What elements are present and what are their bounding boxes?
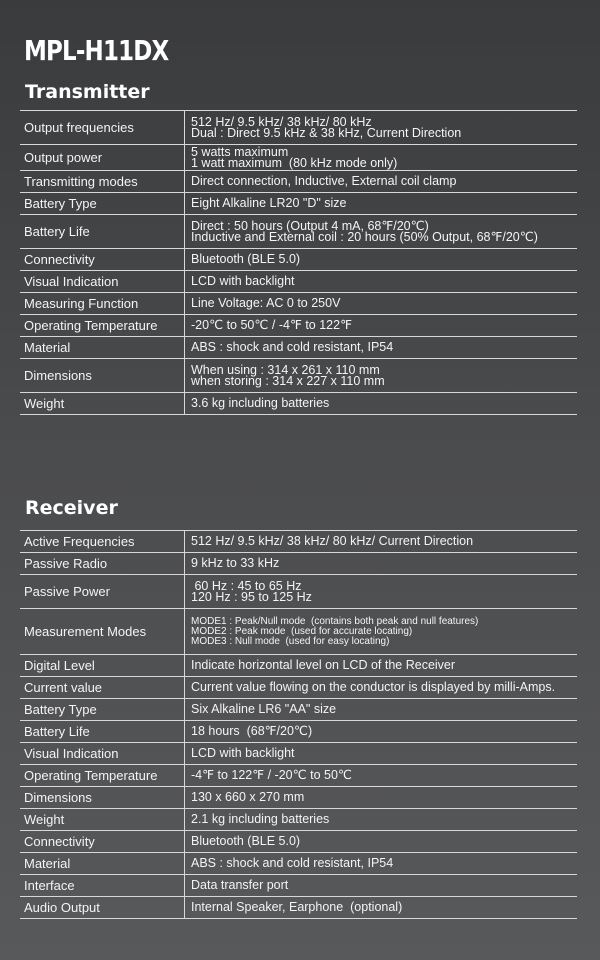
spec-label: Connectivity [20, 249, 185, 271]
spec-value [185, 145, 578, 171]
spec-value-line: ABS : shock and cold resistant, IP54 [191, 340, 394, 354]
spec-value [185, 609, 578, 655]
spec-label: Interface [20, 875, 185, 897]
spec-value [185, 831, 578, 853]
transmitter-spec-row [20, 315, 577, 337]
receiver-spec-row [20, 553, 577, 575]
spec-value-line: 512 Hz/ 9.5 kHz/ 38 kHz/ 80 kHz [191, 114, 372, 129]
spec-label: Battery Life [20, 215, 185, 249]
spec-value [185, 787, 578, 809]
spec-value [185, 875, 578, 897]
spec-value [185, 655, 578, 677]
spec-label: Dimensions [20, 787, 185, 809]
spec-value-line: MODE2 : Peak mode (used for accurate locating) [191, 625, 413, 637]
receiver-spec-row [20, 897, 577, 919]
spec-value [185, 215, 578, 249]
spec-value [185, 897, 578, 919]
spec-value [185, 809, 578, 831]
spec-value [185, 315, 578, 337]
transmitter-spec-row [20, 359, 577, 393]
spec-value-line: MODE3 : Null mode (used for easy locating) [191, 635, 390, 647]
spec-label: Material [20, 853, 185, 875]
spec-value-line: -4℉ to 122℉ / -20℃ to 50℃ [191, 768, 352, 782]
transmitter-spec-row [20, 337, 577, 359]
spec-value-line: 9 kHz to 33 kHz [191, 556, 280, 570]
spec-label: Operating Temperature [20, 315, 185, 337]
transmitter-spec-row [20, 193, 577, 215]
receiver-spec-row [20, 531, 577, 553]
spec-label: Visual Indication [20, 743, 185, 765]
spec-label: Output power [20, 145, 185, 171]
receiver-spec-row [20, 809, 577, 831]
receiver-spec-row [20, 609, 577, 655]
spec-value-line: Line Voltage: AC 0 to 250V [191, 296, 341, 310]
transmitter-spec-rows [20, 111, 577, 415]
spec-label: Active Frequencies [20, 531, 185, 553]
transmitter-spec-row [20, 393, 577, 415]
spec-label: Battery Type [20, 193, 185, 215]
spec-label: Weight [20, 809, 185, 831]
spec-label: Audio Output [20, 897, 185, 919]
receiver-spec-row [20, 787, 577, 809]
spec-label: Operating Temperature [20, 765, 185, 787]
spec-value-line: Eight Alkaline LR20 "D" size [191, 196, 347, 210]
spec-value-line: 5 watts maximum [191, 144, 289, 159]
transmitter-spec-row [20, 271, 577, 293]
spec-value-line: Bluetooth (BLE 5.0) [191, 252, 301, 266]
spec-value-line: Direct connection, Inductive, External coil clamp [191, 174, 457, 188]
spec-value [185, 393, 578, 415]
receiver-section-title: Receiver [25, 497, 118, 519]
receiver-spec-row [20, 721, 577, 743]
spec-label: Battery Type [20, 699, 185, 721]
spec-value-line: Six Alkaline LR6 "AA" size [191, 702, 337, 716]
spec-label: Material [20, 337, 185, 359]
transmitter-spec-table [20, 110, 577, 415]
spec-value-line: when storing : 314 x 227 x 110 mm [191, 373, 385, 388]
transmitter-spec-row [20, 215, 577, 249]
spec-value-line: 2.1 kg including batteries [191, 812, 330, 826]
spec-value-line: Direct : 50 hours (Output 4 mA, 68℉/20℃) [191, 218, 429, 233]
spec-value [185, 171, 578, 193]
transmitter-spec-row [20, 145, 577, 171]
spec-value [185, 699, 578, 721]
spec-label: Output frequencies [20, 111, 185, 145]
spec-value-line: ABS : shock and cold resistant, IP54 [191, 856, 394, 870]
spec-value [185, 765, 578, 787]
transmitter-spec-row [20, 171, 577, 193]
spec-value [185, 111, 578, 145]
spec-label: Dimensions [20, 359, 185, 393]
spec-value-line: 3.6 kg including batteries [191, 396, 330, 410]
spec-label: Connectivity [20, 831, 185, 853]
spec-value-line: Internal Speaker, Earphone (optional) [191, 900, 403, 914]
receiver-spec-row [20, 655, 577, 677]
transmitter-spec-row [20, 249, 577, 271]
spec-label: Measurement Modes [20, 609, 185, 655]
receiver-spec-row [20, 677, 577, 699]
spec-value-line: -20℃ to 50℃ / -4℉ to 122℉ [191, 318, 352, 332]
spec-value [185, 271, 578, 293]
spec-value [185, 575, 578, 609]
spec-value-line: 1 watt maximum (80 kHz mode only) [191, 155, 398, 170]
transmitter-section-title: Transmitter [25, 81, 150, 103]
spec-value-line: 60 Hz : 45 to 65 Hz [191, 578, 302, 593]
spec-value [185, 677, 578, 699]
spec-value [185, 193, 578, 215]
receiver-spec-row [20, 575, 577, 609]
spec-value-line: Dual : Direct 9.5 kHz & 38 kHz, Current Direction [191, 125, 462, 140]
receiver-spec-row [20, 831, 577, 853]
spec-value-line: Bluetooth (BLE 5.0) [191, 834, 301, 848]
spec-value [185, 249, 578, 271]
spec-label: Measuring Function [20, 293, 185, 315]
spec-label: Battery Life [20, 721, 185, 743]
spec-label: Passive Power [20, 575, 185, 609]
spec-value-line: LCD with backlight [191, 746, 295, 760]
spec-label: Visual Indication [20, 271, 185, 293]
spec-value-line: LCD with backlight [191, 274, 295, 288]
spec-value [185, 853, 578, 875]
spec-value-line: 512 Hz/ 9.5 kHz/ 38 kHz/ 80 kHz/ Current Direction [191, 534, 474, 548]
receiver-spec-row [20, 699, 577, 721]
spec-value-line: 120 Hz : 95 to 125 Hz [191, 589, 312, 604]
spec-value [185, 553, 578, 575]
spec-value-line: Indicate horizontal level on LCD of the Receiver [191, 658, 456, 672]
spec-value-line: 130 x 660 x 270 mm [191, 790, 305, 804]
spec-value [185, 337, 578, 359]
receiver-spec-row [20, 743, 577, 765]
receiver-spec-row [20, 853, 577, 875]
receiver-spec-row [20, 765, 577, 787]
receiver-spec-table [20, 530, 577, 919]
product-title: MPL-H11DX [24, 34, 169, 67]
spec-value-line: Current value flowing on the conductor is displayed by milli-Amps. [191, 680, 556, 694]
spec-label: Passive Radio [20, 553, 185, 575]
spec-label: Weight [20, 393, 185, 415]
spec-value-line: Inductive and External coil : 20 hours (50% Output, 68℉/20℃) [191, 229, 538, 244]
transmitter-spec-row [20, 293, 577, 315]
receiver-spec-row [20, 875, 577, 897]
spec-value-line: Data transfer port [191, 878, 289, 892]
spec-value [185, 531, 578, 553]
spec-value-line: When using : 314 x 261 x 110 mm [191, 362, 380, 377]
spec-label: Current value [20, 677, 185, 699]
spec-value [185, 721, 578, 743]
spec-label: Digital Level [20, 655, 185, 677]
receiver-spec-rows [20, 531, 577, 919]
spec-value [185, 359, 578, 393]
spec-value-line: 18 hours (68℉/20℃) [191, 724, 313, 738]
spec-label: Transmitting modes [20, 171, 185, 193]
spec-value [185, 743, 578, 765]
transmitter-spec-row [20, 111, 577, 145]
spec-value [185, 293, 578, 315]
spec-value-line: MODE1 : Peak/Null mode (contains both peak and null features) [191, 615, 479, 627]
